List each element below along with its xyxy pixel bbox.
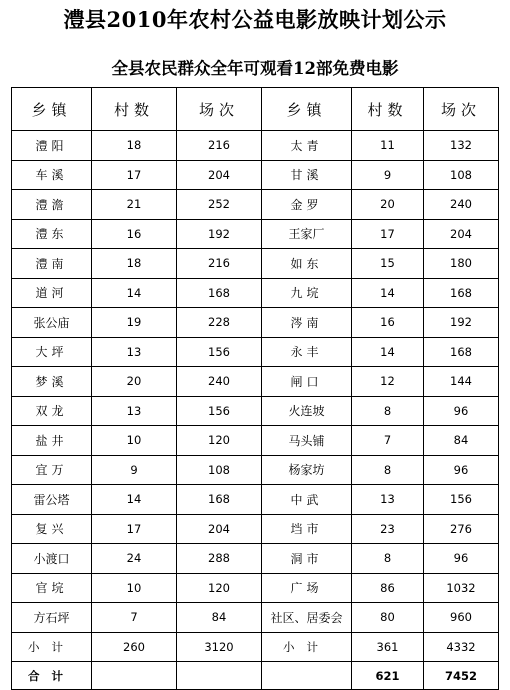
cell-town-2: 王家厂 (262, 219, 352, 249)
subtotal-villages-1: 260 (92, 632, 177, 662)
cell-villages-1: 20 (92, 367, 177, 397)
header-screenings-2: 场次 (424, 88, 499, 131)
cell-villages-1: 14 (92, 485, 177, 515)
cell-villages-2: 11 (352, 131, 424, 161)
cell-screenings-1: 168 (177, 485, 262, 515)
cell-screenings-1: 288 (177, 544, 262, 574)
cell-town-2: 社区、居委会 (262, 603, 352, 633)
cell-villages-2: 8 (352, 455, 424, 485)
cell-villages-1: 9 (92, 455, 177, 485)
cell-screenings-2: 1032 (424, 573, 499, 603)
cell-villages-1: 21 (92, 190, 177, 220)
cell-town-1: 双龙 (12, 396, 92, 426)
cell-town-1: 张公庙 (12, 308, 92, 338)
cell-town-2: 永丰 (262, 337, 352, 367)
cell-town-2: 九垸 (262, 278, 352, 308)
cell-screenings-2: 192 (424, 308, 499, 338)
cell-screenings-1: 240 (177, 367, 262, 397)
cell-villages-1: 24 (92, 544, 177, 574)
cell-screenings-2: 180 (424, 249, 499, 279)
table-row (12, 190, 499, 220)
cell-screenings-2: 240 (424, 190, 499, 220)
cell-town-1: 澧东 (12, 219, 92, 249)
cell-screenings-1: 216 (177, 131, 262, 161)
cell-villages-1: 7 (92, 603, 177, 633)
cell-screenings-1: 156 (177, 337, 262, 367)
cell-town-1: 小渡口 (12, 544, 92, 574)
cell-screenings-2: 132 (424, 131, 499, 161)
cell-town-1: 澧阳 (12, 131, 92, 161)
cell-town-2: 广场 (262, 573, 352, 603)
table-row (12, 131, 499, 161)
subtotal-screenings-2: 4332 (424, 632, 499, 662)
cell-villages-1: 19 (92, 308, 177, 338)
header-town-1: 乡镇 (12, 88, 92, 131)
cell-town-1: 大坪 (12, 337, 92, 367)
cell-town-2: 太青 (262, 131, 352, 161)
cell-screenings-1: 84 (177, 603, 262, 633)
total-screenings: 7452 (424, 662, 499, 690)
table-row (12, 603, 499, 633)
total-label: 合计 (12, 662, 92, 690)
cell-villages-2: 14 (352, 337, 424, 367)
cell-villages-2: 9 (352, 160, 424, 190)
cell-screenings-2: 96 (424, 396, 499, 426)
cell-villages-2: 8 (352, 396, 424, 426)
cell-screenings-2: 960 (424, 603, 499, 633)
page-subtitle: 全县农民群众全年可观看12部免费电影 (111, 59, 399, 78)
cell-screenings-1: 204 (177, 514, 262, 544)
cell-screenings-1: 120 (177, 573, 262, 603)
table-row (12, 426, 499, 456)
cell-town-1: 盐井 (12, 426, 92, 456)
table-row (12, 455, 499, 485)
total-empty-3 (262, 662, 352, 690)
cell-villages-1: 18 (92, 249, 177, 279)
cell-screenings-1: 108 (177, 455, 262, 485)
cell-villages-2: 23 (352, 514, 424, 544)
cell-villages-2: 16 (352, 308, 424, 338)
cell-town-1: 道河 (12, 278, 92, 308)
table-row (12, 278, 499, 308)
screening-plan-table (11, 87, 499, 690)
cell-town-1: 车溪 (12, 160, 92, 190)
cell-town-2: 金罗 (262, 190, 352, 220)
cell-villages-1: 10 (92, 426, 177, 456)
total-villages: 621 (352, 662, 424, 690)
cell-town-1: 宜万 (12, 455, 92, 485)
cell-town-1: 方石坪 (12, 603, 92, 633)
table-row (12, 337, 499, 367)
table-header-row (12, 88, 499, 131)
cell-town-2: 中武 (262, 485, 352, 515)
cell-town-2: 闸口 (262, 367, 352, 397)
cell-town-2: 如东 (262, 249, 352, 279)
cell-villages-1: 17 (92, 160, 177, 190)
total-empty-2 (177, 662, 262, 690)
cell-screenings-1: 120 (177, 426, 262, 456)
cell-villages-2: 17 (352, 219, 424, 249)
table-row (12, 308, 499, 338)
cell-screenings-1: 156 (177, 396, 262, 426)
cell-town-2: 火连坡 (262, 396, 352, 426)
cell-town-1: 澧澹 (12, 190, 92, 220)
table-body (12, 131, 499, 633)
cell-town-2: 洞市 (262, 544, 352, 574)
header-villages-2: 村数 (352, 88, 424, 131)
cell-screenings-1: 216 (177, 249, 262, 279)
cell-screenings-2: 156 (424, 485, 499, 515)
cell-screenings-2: 96 (424, 455, 499, 485)
cell-town-2: 甘溪 (262, 160, 352, 190)
page-title: 澧县2010年农村公益电影放映计划公示 (63, 7, 447, 32)
subtotal-screenings-1: 3120 (177, 632, 262, 662)
cell-screenings-2: 168 (424, 278, 499, 308)
cell-screenings-2: 96 (424, 544, 499, 574)
cell-villages-2: 12 (352, 367, 424, 397)
subtotal-row (12, 632, 499, 662)
cell-villages-2: 86 (352, 573, 424, 603)
cell-screenings-2: 204 (424, 219, 499, 249)
cell-screenings-1: 168 (177, 278, 262, 308)
cell-villages-2: 13 (352, 485, 424, 515)
table-row (12, 485, 499, 515)
cell-villages-2: 20 (352, 190, 424, 220)
cell-town-1: 澧南 (12, 249, 92, 279)
cell-screenings-2: 276 (424, 514, 499, 544)
cell-town-1: 雷公塔 (12, 485, 92, 515)
table-row (12, 219, 499, 249)
cell-town-1: 官垸 (12, 573, 92, 603)
cell-villages-2: 7 (352, 426, 424, 456)
header-villages-1: 村数 (92, 88, 177, 131)
cell-town-2: 马头铺 (262, 426, 352, 456)
cell-town-2: 垱市 (262, 514, 352, 544)
cell-screenings-2: 168 (424, 337, 499, 367)
cell-screenings-2: 108 (424, 160, 499, 190)
cell-town-2: 涔南 (262, 308, 352, 338)
table-row (12, 160, 499, 190)
cell-town-1: 复兴 (12, 514, 92, 544)
cell-villages-1: 16 (92, 219, 177, 249)
cell-villages-2: 15 (352, 249, 424, 279)
table-row (12, 514, 499, 544)
cell-screenings-1: 204 (177, 160, 262, 190)
subtotal-villages-2: 361 (352, 632, 424, 662)
cell-villages-2: 80 (352, 603, 424, 633)
cell-screenings-1: 252 (177, 190, 262, 220)
cell-villages-2: 8 (352, 544, 424, 574)
table-row (12, 544, 499, 574)
cell-screenings-1: 192 (177, 219, 262, 249)
table-row (12, 249, 499, 279)
cell-villages-1: 13 (92, 337, 177, 367)
subtotal-label-2: 小计 (262, 632, 352, 662)
cell-villages-1: 10 (92, 573, 177, 603)
cell-villages-1: 14 (92, 278, 177, 308)
table-row (12, 396, 499, 426)
header-screenings-1: 场次 (177, 88, 262, 131)
cell-villages-1: 17 (92, 514, 177, 544)
table-row (12, 573, 499, 603)
cell-town-1: 梦溪 (12, 367, 92, 397)
cell-villages-1: 18 (92, 131, 177, 161)
cell-screenings-2: 84 (424, 426, 499, 456)
cell-screenings-2: 144 (424, 367, 499, 397)
cell-screenings-1: 228 (177, 308, 262, 338)
header-town-2: 乡镇 (262, 88, 352, 131)
cell-villages-1: 13 (92, 396, 177, 426)
subtotal-label-1: 小计 (12, 632, 92, 662)
total-empty-1 (92, 662, 177, 690)
total-row (12, 662, 499, 690)
cell-town-2: 杨家坊 (262, 455, 352, 485)
table-row (12, 367, 499, 397)
cell-villages-2: 14 (352, 278, 424, 308)
